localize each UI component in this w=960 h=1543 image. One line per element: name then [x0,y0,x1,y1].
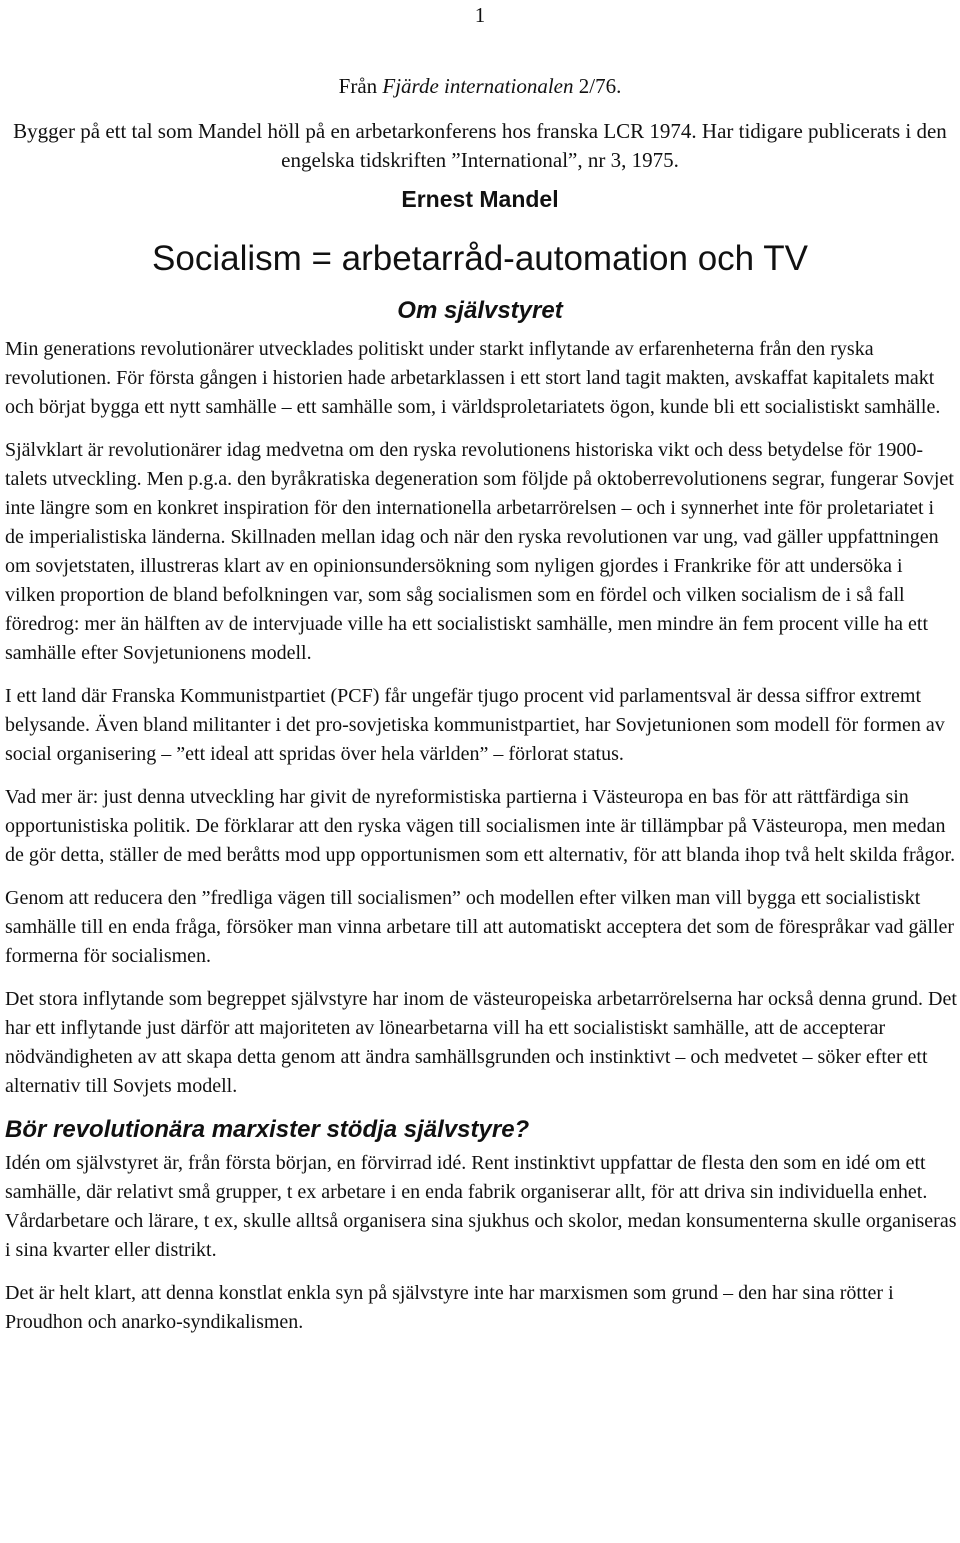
section-heading: Bör revolutionära marxister stödja självstyre? [5,1116,530,1143]
source-issue: 2/76. [573,74,622,98]
article-title: Socialism = arbetarråd-automation och TV [152,239,808,278]
paragraph: I ett land där Franska Kommunistpartiet (PCF) får ungefär tjugo procent vid parlamentsval är dessa siffror extremt belysande. Även bland militanter i det pro-sovjetiska kommunistpartiet, har Sovjetunionen som modell för formen av social organisering – ”ett ideal att spridas över hela världen” – förlorat status. [5,685,945,765]
paragraph: Genom att reducera den ”fredliga vägen till socialismen” och modellen efter vilken man vill bygga ett socialistiskt samhälle till en enda fråga, försöker man vinna arbetare till att automatiskt acceptera det som de förespråkar vad gäller formerna för socialismen. [5,887,955,967]
publication-note: Bygger på ett tal som Mandel höll på en arbetarkonferens hos franska LCR 1974. Har tidigare publicerats i den engelska tidskriften ”International”, nr 3, 1975. [13,119,947,172]
paragraph: Självklart är revolutionärer idag medvetna om den ryska revolutionens historiska vikt och dess betydelse för 1900-talets utveckling. Men p.g.a. den byråkratiska degeneration som följde på oktoberrevolutionens segrar, fungerar Sovjet inte längre som en konkret inspiration för den internationella arbetarrörelsen – och i synnerhet inte för proletariatet i de imperialistiska länderna. Skillnaden mellan idag och när den ryska revolutionen var ung, vad gäller uppfattningen om sovjetstaten, illustreras klart av en opinionsundersökning som nyligen gjordes i Frankrike för att undersöka i vilken proportion de bland befolkningen var, som såg socialismen som en fördel och vilken socialism de i så fall föredrog: mer än hälften av de intervjuade ville ha ett socialistiskt samhälle, men mindre än fem procent ville ha ett samhälle efter Sovjetunionens modell. [5,439,954,664]
source-prefix: Från [338,74,383,98]
article-subtitle: Om självstyret [397,297,563,324]
paragraph: Det stora inflytande som begreppet självstyre har inom de västeuropeiska arbetarrörelserna har också denna grund. Det har ett inflytande just därför att majoriteten av lönearbetarna vill ha ett socialistiskt samhälle, att de accepterar nödvändigheten av att skapa detta genom att ändra samhällsgrunden och instinktivt – och medvetet – söker efter ett alternativ till Sovjets modell. [5,988,957,1097]
page-number: 1 [474,3,486,27]
article-body [5,335,957,1351]
paragraph: Vad mer är: just denna utveckling har givit de nyreformistiska partierna i Västeuropa en bas för att rättfärdiga sin opportunistiska politik. De förklarar att den ryska vägen till socialismen inte är tillämpbar på Västeuropa, men medan de gör detta, ställer de med beråtts mod upp opportunismen som ett alternativ, för att blanda ihop två helt skilda frågor. [5,786,956,866]
author: Ernest Mandel [401,186,559,212]
paragraph: Det är helt klart, att denna konstlat enkla syn på självstyre inte har marxismen som grund – den har sina rötter i Proudhon och anarko-syndikalismen. [5,1282,894,1333]
paragraph: Min generations revolutionärer utvecklades politiskt under starkt inflytande av erfarenheterna från den ryska revolutionen. För första gången i historien hade arbetarklassen i ett stort land tagit makten, avskaffat kapitalets makt och börjat bygga ett nytt samhälle – ett samhälle som, i världsproletariatets ögon, kunde bli ett socialistiskt samhälle. [5,338,941,418]
paragraph: Idén om självstyret är, från första början, en förvirrad idé. Rent instinktivt uppfattar de flesta den som en idé om ett samhälle, där relativt små grupper, t ex arbetare i en enda fabrik organiserar allt, för att driva sin individuella enhet. Vårdarbetare och lärare, t ex, skulle alltså organisera sina sjukhus och skolor, medan konsumenterna skulle organiseras i sina kvarter eller distrikt. [5,1152,957,1261]
source-line [0,73,960,99]
source-journal: Fjärde internationalen [382,74,574,98]
